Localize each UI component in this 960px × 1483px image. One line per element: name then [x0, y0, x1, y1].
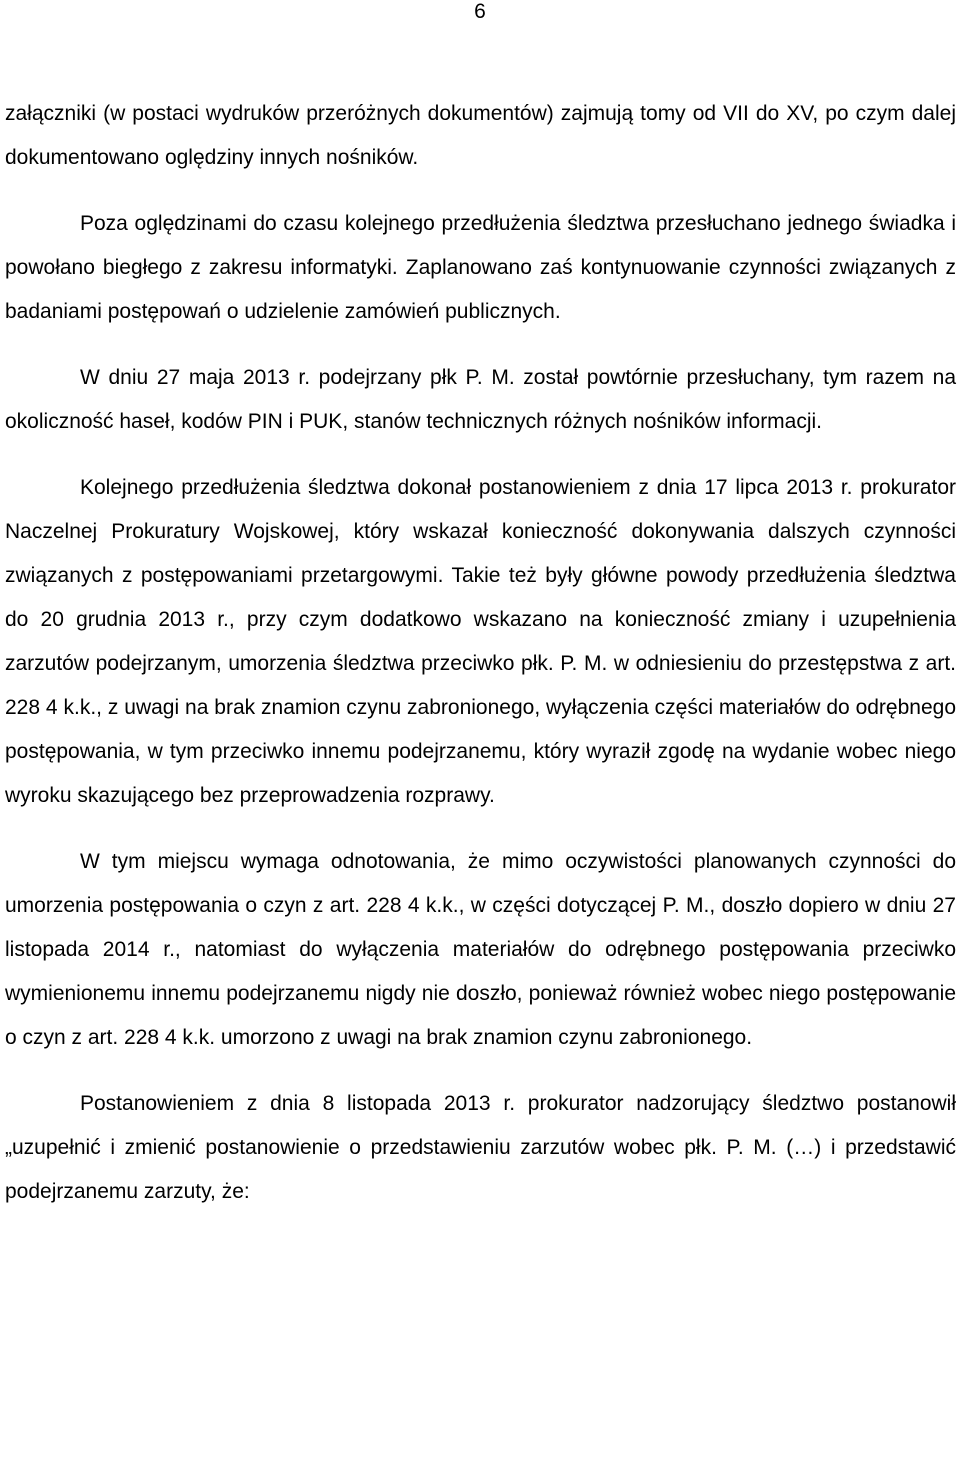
- page-number: 6: [474, 0, 486, 23]
- paragraph-6: Postanowieniem z dnia 8 listopada 2013 r. prokurator nadzorujący śledztwo postanowił „uzupełnić i zmienić postanowienie o przedstawieniu zarzutów wobec płk. P. M. (…) i przedstawić podejrzanemu zarzuty, że:: [5, 1092, 956, 1203]
- document-body: [5, 92, 956, 1214]
- paragraph-5: W tym miejscu wymaga odnotowania, że mimo oczywistości planowanych czynności do umorzenia postępowania o czyn z art. 228 4 k.k., w części dotyczącej P. M., doszło dopiero w dniu 27 listopada 2014 r., natomiast do wyłączenia materiałów do odrębnego postępowania przeciwko wymienionemu innemu podejrzanemu nigdy nie doszło, ponieważ również wobec niego postępowanie o czyn z art. 228 4 k.k. umorzono z uwagi na brak znamion czynu zabronionego.: [5, 850, 956, 1049]
- paragraph-3: W dniu 27 maja 2013 r. podejrzany płk P. M. został powtórnie przesłuchany, tym razem na okoliczność haseł, kodów PIN i PUK, stanów technicznych różnych nośników informacji.: [5, 366, 956, 433]
- paragraph-2: Poza oględzinami do czasu kolejnego przedłużenia śledztwa przesłuchano jednego świadka i powołano biegłego z zakresu informatyki. Zaplanowano zaś kontynuowanie czynności związanych z badaniami postępowań o udzielenie zamówień publicznych.: [5, 212, 956, 323]
- paragraph-4: Kolejnego przedłużenia śledztwa dokonał postanowieniem z dnia 17 lipca 2013 r. prokurator Naczelnej Prokuratury Wojskowej, który wskazał konieczność dokonywania dalszych czynności związanych z postępowaniami przetargowymi. Takie też były główne powody przedłużenia śledztwa do 20 grudnia 2013 r., przy czym dodatkowo wskazano na konieczność zmiany i uzupełnienia zarzutów podejrzanym, umorzenia śledztwa przeciwko płk. P. M. w odniesieniu do przestępstwa z art. 228 4 k.k., z uwagi na brak znamion czynu zabronionego, wyłączenia części materiałów do odrębnego postępowania, w tym przeciwko innemu podejrzanemu, który wyraził zgodę na wydanie wobec niego wyroku skazującego bez przeprowadzenia rozprawy.: [5, 476, 956, 807]
- paragraph-1: załączniki (w postaci wydruków przeróżnych dokumentów) zajmują tomy od VII do XV, po czym dalej dokumentowano oględziny innych nośników.: [5, 102, 956, 169]
